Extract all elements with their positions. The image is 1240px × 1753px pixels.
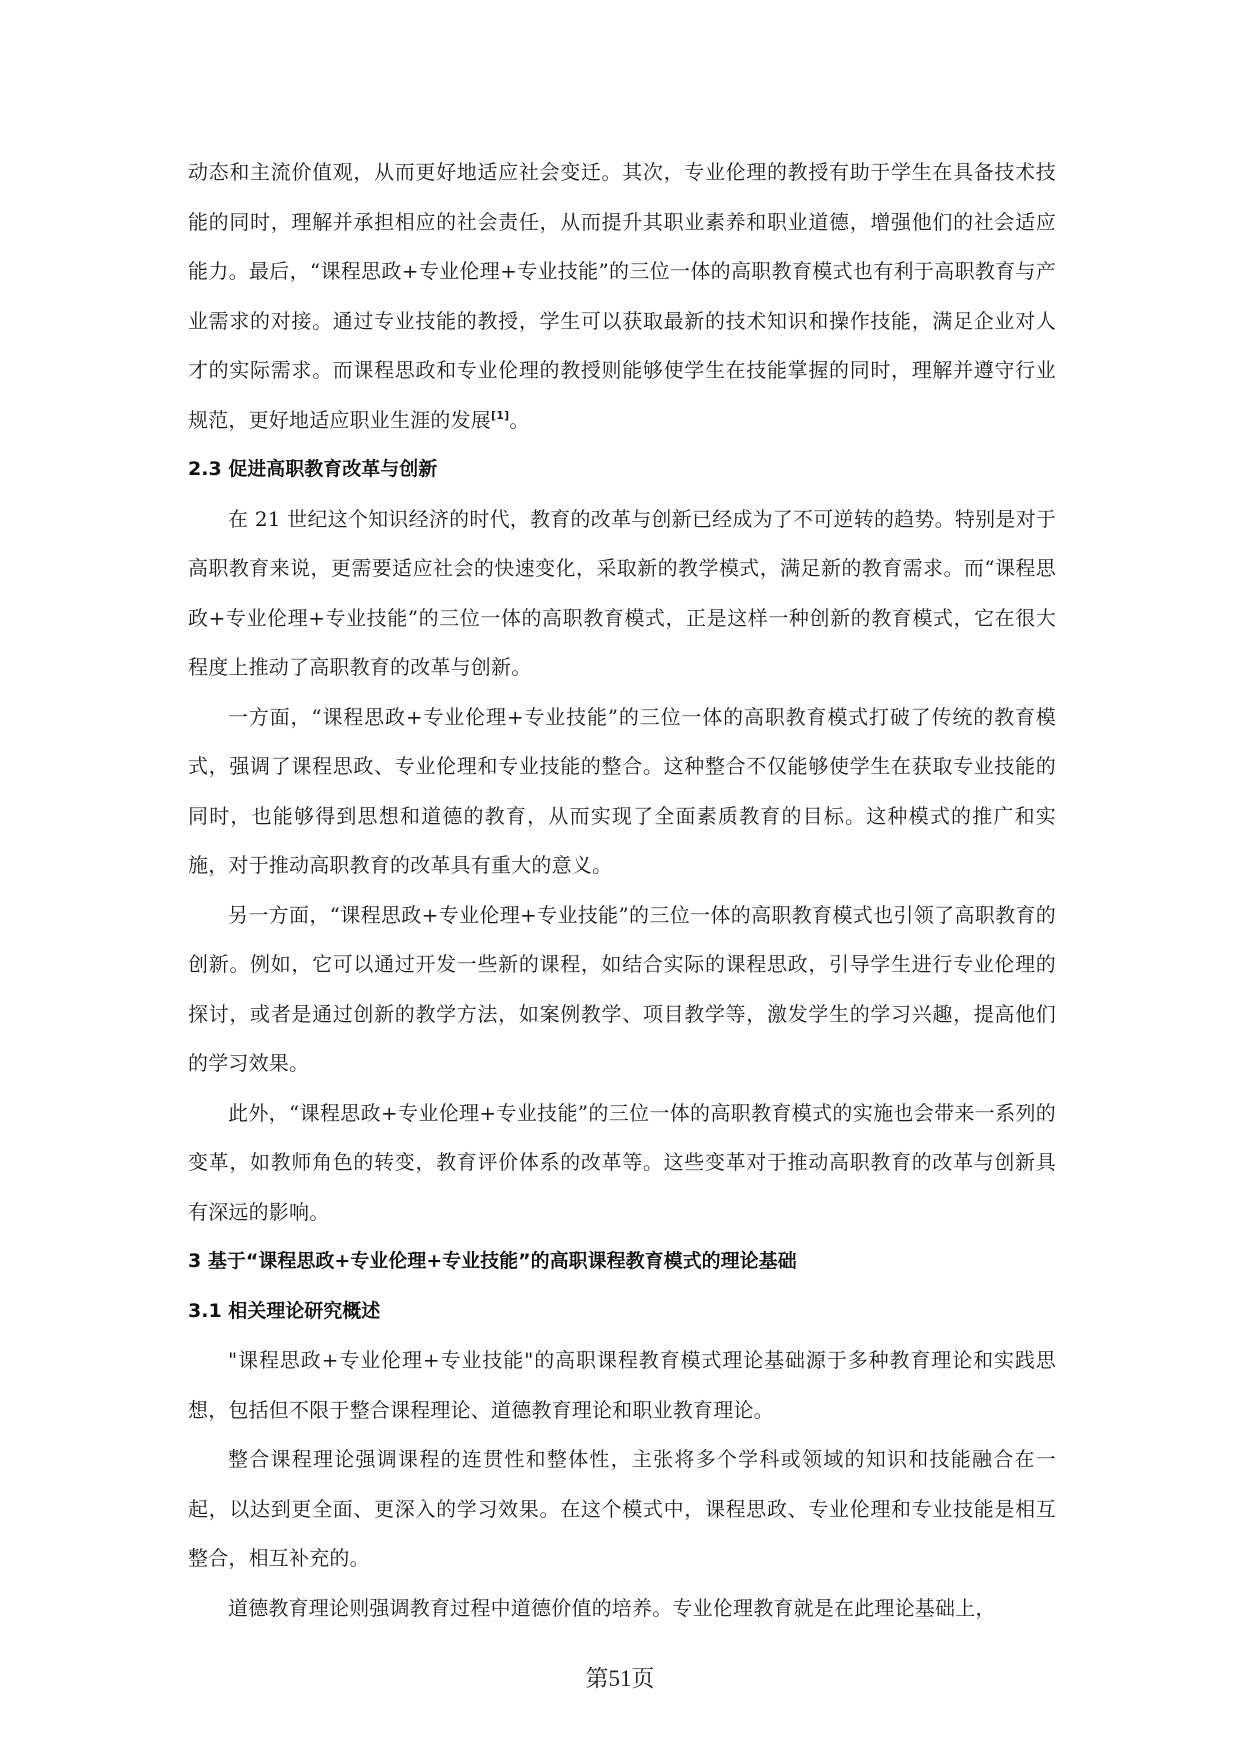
paragraph: "课程思政+专业伦理+专业技能"的高职课程教育模式理论基础源于多种教育理论和实践思想，包括但不限于整合课程理论、道德教育理论和职业教育理论。 — [188, 1348, 1056, 1422]
paragraph: 整合课程理论强调课程的连贯性和整体性，主张将多个学科或领域的知识和技能融合在一起，以达到更全面、更深入的学习效果。在这个模式中，课程思政、专业伦理和专业技能是相互整合，相互补充的。 — [188, 1447, 1056, 1570]
document-page — [188, 148, 1056, 1633]
chapter-heading-3: 3 基于“课程思政+专业伦理+专业技能”的高职课程教育模式的理论基础 — [188, 1250, 797, 1272]
paragraph: 另一方面，“课程思政+专业伦理+专业技能”的三位一体的高职教育模式也引领了高职教育的创新。例如，它可以通过开发一些新的课程，如结合实际的课程思政，引导学生进行专业伦理的探讨，或者是通过创新的教学方法，如案例教学、项目教学等，激发学生的学习兴趣，提高他们的学习效果。 — [188, 902, 1056, 1075]
page-number: 第51页 — [585, 1666, 655, 1691]
paragraph-continuation — [188, 148, 1056, 445]
section-heading-3-1: 3.1 相关理论研究概述 — [188, 1299, 381, 1322]
paragraph-text: 动态和主流价值观，从而更好地适应社会变迁。其次，专业伦理的教授有助于学生在具备技术技能的同时，理解并承担相应的社会责任，从而提升其职业素养和职业道德，增强他们的社会适应能力。最后，“课程思政+专业伦理+专业技能”的三位一体的高职教育模式也有利于高职教育与产业需求的对接。通过专业技能的教授，学生可以获取最新的技术知识和操作技能，满足企业对人才的实际需求。而课程思政和专业伦理的教授则能够使学生在技能掌握的同时，理解并遵守行业规范，更好地适应职业生涯的发展 — [188, 160, 1056, 432]
paragraph: 一方面，“课程思政+专业伦理+专业技能”的三位一体的高职教育模式打破了传统的教育模式，强调了课程思政、专业伦理和专业技能的整合。这种整合不仅能够使学生在获取专业技能的同时，也能够得到思想和道德的教育，从而实现了全面素质教育的目标。这种模式的推广和实施，对于推动高职教育的改革具有重大的意义。 — [188, 704, 1056, 877]
paragraph: 道德教育理论则强调教育过程中道德价值的培养。专业伦理教育就是在此理论基础上， — [228, 1595, 996, 1620]
paragraph-end-punctuation: 。 — [509, 407, 530, 432]
paragraph: 在 21 世纪这个知识经济的时代，教育的改革与创新已经成为了不可逆转的趋势。特别是对于高职教育来说，更需要适应社会的快速变化，采取新的教学模式，满足新的教育需求。而“课程思政+专业伦理+专业技能”的三位一体的高职教育模式，正是这样一种创新的教育模式，它在很大程度上推动了高职教育的改革与创新。 — [188, 506, 1056, 679]
section-heading-2-3: 2.3 促进高职教育改革与创新 — [188, 458, 438, 480]
citation-marker[interactable]: [1] — [491, 408, 510, 422]
paragraph: 此外，“课程思政+专业伦理+专业技能”的三位一体的高职教育模式的实施也会带来一系列的变革，如教师角色的转变，教育评价体系的改革等。这些变革对于推动高职教育的改革与创新具有深远的影响。 — [188, 1100, 1056, 1224]
